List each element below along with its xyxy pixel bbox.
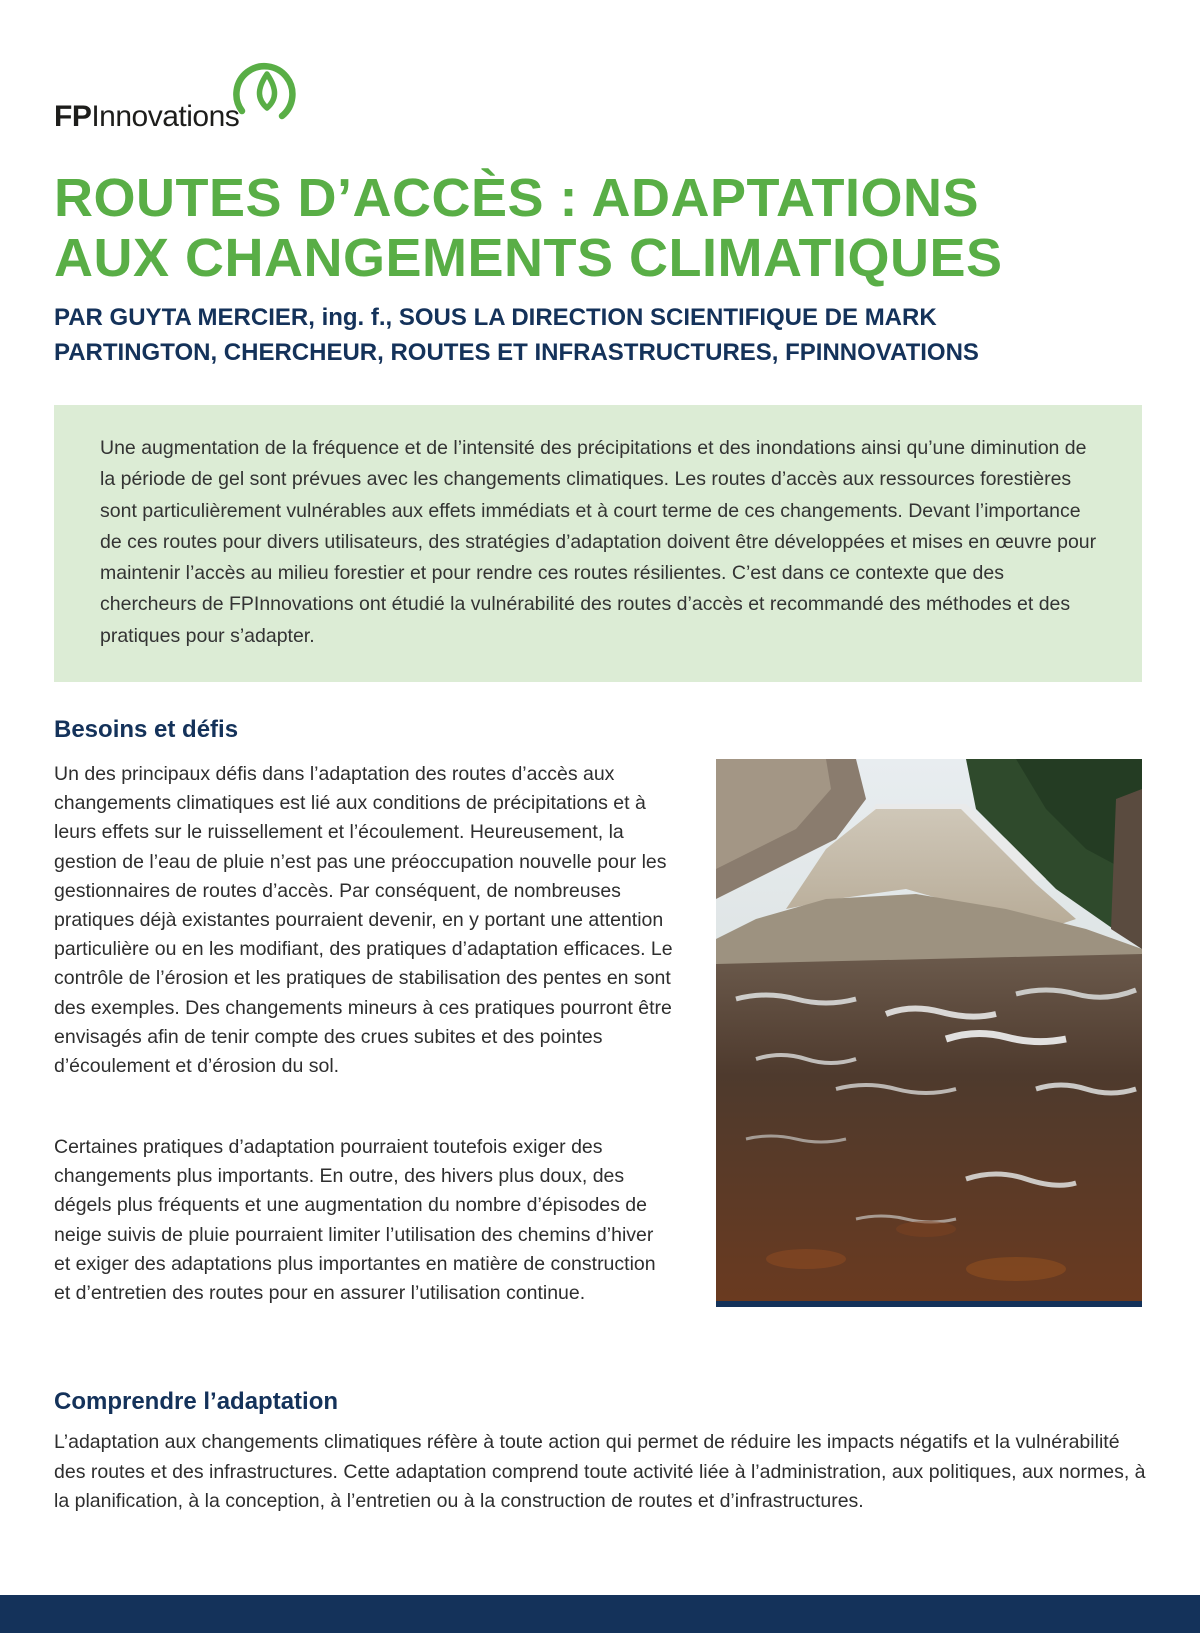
logo-wordmark-bold: FP [54, 100, 92, 133]
page-title-line-1: ROUTES D’ACCÈS : ADAPTATIONS [54, 168, 980, 228]
intro-text: Une augmentation de la fréquence et de l’intensité des précipitations et des inondations ainsi qu’une diminution de la période de gel sont prévues avec les changements climatiques. Les routes d’accès aux ressources forestières sont particulièrement vulnérables aux effets immédiats et à court terme de ces changements. Devant l’importance de ces routes pour divers utilisateurs, des stratégies d’adaptation doivent être développées et mises en œuvre pour maintenir l’accès au milieu forestier et pour rendre ces routes résilientes. C’est dans ce contexte que des chercheurs de FPInnovations ont étudié la vulnérabilité des routes d’accès et recommandé des méthodes et des pratiques pour s’adapter. [100, 437, 1097, 647]
besoins-paragraph-1: Un des principaux défis dans l’adaptation des routes d’accès aux changements climatiques est lié aux conditions de précipitations et à leurs effets sur le ruissellement et l’écoulement. Heureusement, la gestion de l’eau de pluie n’est pas une préoccupation nouvelle pour les gestionnaires de routes d’accès. Par conséquent, de nombreuses pratiques déjà existantes pourraient devenir, en y portant une attention particulière ou en les modifiant, des pratiques d’adaptation efficaces. Le contrôle de l’érosion et les pratiques de stabilisation des pentes en sont des exemples. Des changements mineurs à ces pratiques pourront être envisagés afin de tenir compte des crues subites et des pointes d’écoulement et d’érosion du sol. [54, 763, 673, 1078]
footer-bar [0, 1595, 1200, 1633]
intro-box [54, 405, 1142, 682]
author-byline [54, 300, 1154, 370]
comprendre-paragraph: L’adaptation aux changements climatiques réfère à toute action qui permet de réduire les impacts négatifs et la vulnérabilité des routes et des infrastructures. Cette adaptation comprend toute activité liée à l’administration, aux politiques, aux normes, à la planification, à la conception, à l’entretien ou à la construction de routes et d’infrastructures. [54, 1431, 1146, 1512]
page-title-line-2: AUX CHANGEMENTS CLIMATIQUES [54, 228, 1003, 288]
leaf-ring-icon [232, 58, 302, 122]
flooded-road-image [716, 759, 1142, 1301]
section-heading-besoins: Besoins et défis [54, 716, 239, 743]
logo-wordmark [54, 100, 239, 134]
author-byline-line-1: PAR GUYTA MERCIER, ing. f., SOUS LA DIRECTION SCIENTIFIQUE DE MARK [54, 304, 937, 331]
besoins-paragraph-2: Certaines pratiques d’adaptation pourraient toutefois exiger des changements plus importants. En outre, des hivers plus doux, des dégels plus fréquents et une augmentation du nombre d’épisodes de neige suivis de pluie pourraient limiter l’utilisation des chemins d’hiver et exiger des adaptations plus importantes en matière de construction et d’entretien des routes pour en assurer l’utilisation continue. [54, 1136, 656, 1305]
fpinnovations-logo [54, 58, 304, 138]
logo-wordmark-rest: Innovations [91, 100, 240, 133]
section-heading-comprendre: Comprendre l’adaptation [54, 1388, 339, 1415]
flooded-road-photo [716, 759, 1142, 1307]
photo-bottom-bar [716, 1301, 1142, 1307]
author-byline-line-2: PARTINGTON, CHERCHEUR, ROUTES ET INFRASTRUCTURES, FPINNOVATIONS [54, 339, 979, 366]
page-title [54, 168, 1154, 288]
